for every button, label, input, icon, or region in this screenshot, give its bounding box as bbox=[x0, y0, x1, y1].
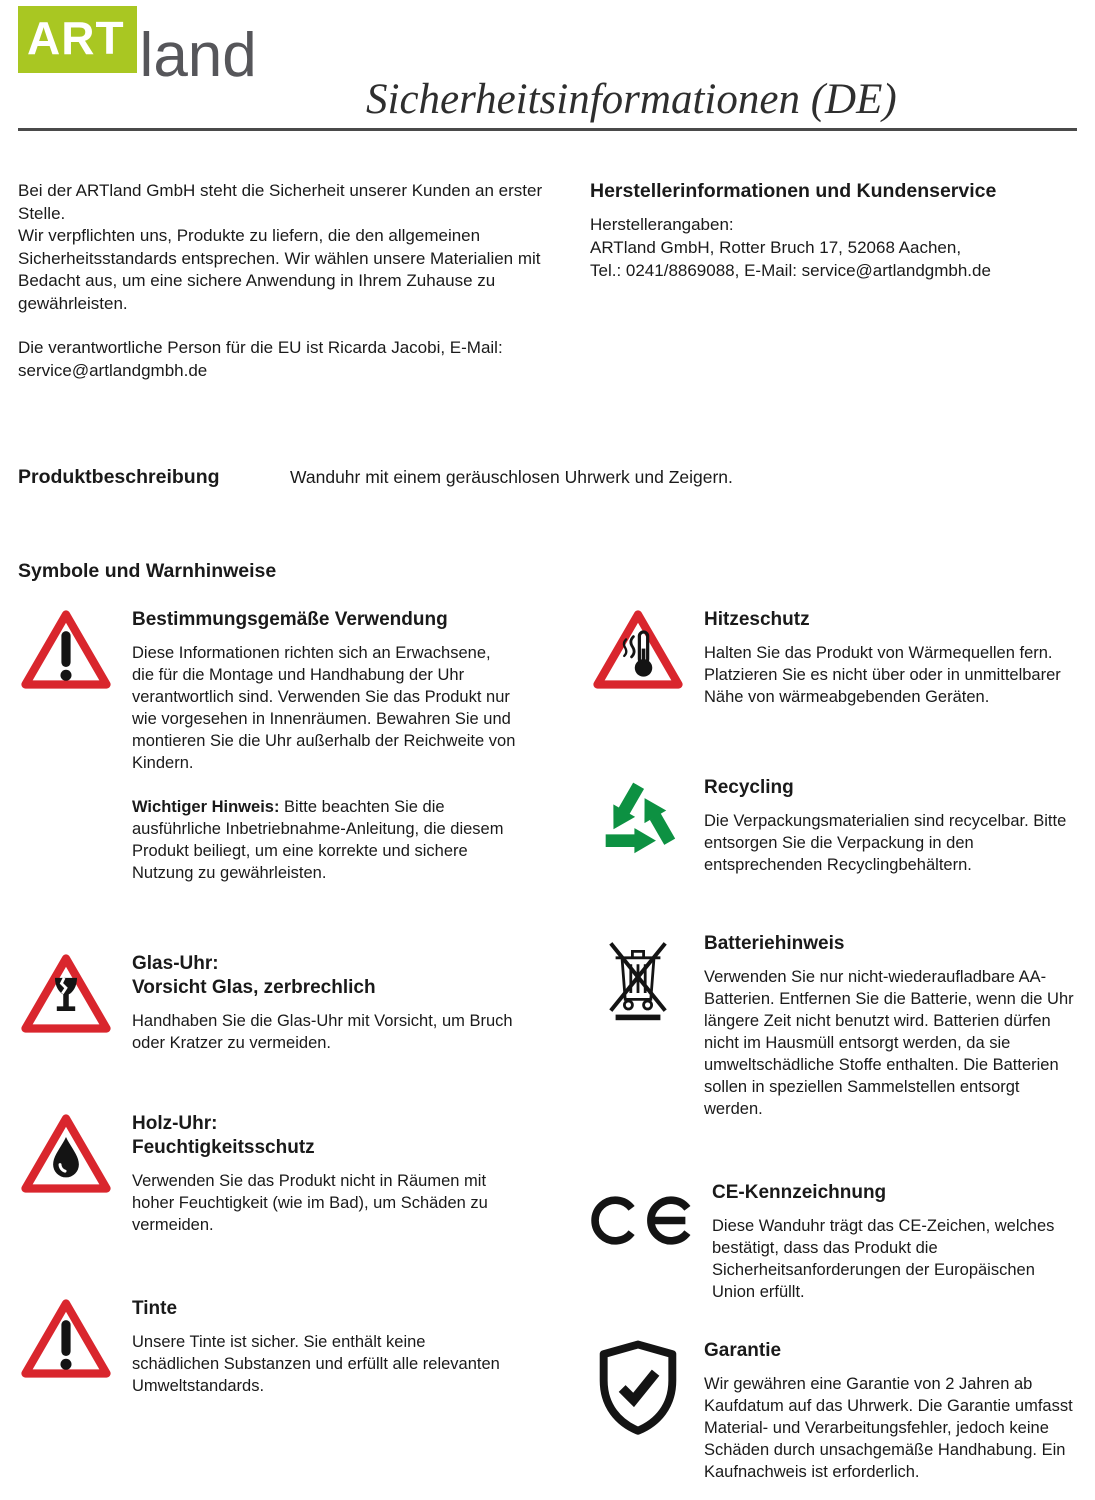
warning-item bbox=[590, 1339, 1077, 1483]
warning-triangle-water-drop-icon bbox=[18, 1112, 114, 1195]
page-header bbox=[18, 0, 1077, 131]
warning-title: Bestimmungsgemäße Verwendung bbox=[132, 609, 448, 630]
warning-text bbox=[704, 932, 1077, 1120]
artland-logo-mark: ART bbox=[18, 6, 137, 73]
warning-item bbox=[590, 608, 1077, 708]
warning-body: Verwenden Sie nur nicht-wiederaufladbare AA-Batterien. Entfernen Sie die Batterie, wenn die Uhr längere Zeit nicht benutzt wird. Batterien dürfen nicht im Hausmüll entsorgt werden, da sie umweltschädliche Stoffe enthalten. Die Batterien sollen in speziellen Sammelstellen entsorgt werden. bbox=[704, 968, 1074, 1118]
warning-body: Diese Wanduhr trägt das CE-Zeichen, welches bestätigt, dass das Produkt die Sicherheitsanforderungen der Europäischen Union erfüllt. bbox=[712, 1217, 1055, 1301]
statement-line: Bei der ARTland GmbH steht die Sicherheit unserer Kunden an erster Stelle. bbox=[18, 181, 543, 223]
warning-item bbox=[18, 952, 566, 1054]
manufacturer-info bbox=[590, 180, 1077, 382]
warning-title-line: Feuchtigkeitsschutz bbox=[132, 1137, 315, 1158]
warning-body: Unsere Tinte ist sicher. Sie enthält keine schädlichen Substanzen und erfüllt alle relevanten Umweltstandards. bbox=[132, 1333, 500, 1395]
warning-item bbox=[590, 776, 1077, 876]
warning-body: Diese Informationen richten sich an Erwachsene, die für die Montage und Handhabung der Uhr verantwortlich sind. Verwenden Sie das Produkt nur wie vorgesehen in Innenräumen. Bewahren Sie und montieren Sie die Uhr außerhalb der Reichweite von Kindern. bbox=[132, 644, 516, 772]
warning-body: Halten Sie das Produkt von Wärmequellen fern. Platzieren Sie es nicht über oder in unmittelbarer Nähe von wärmeabgebenden Geräten. bbox=[704, 644, 1061, 706]
product-description-text: Wanduhr mit einem geräuschlosen Uhrwerk und Zeigern. bbox=[290, 467, 733, 487]
warning-body: Die Verpackungsmaterialien sind recycelbar. Bitte entsorgen Sie die Verpackung in den entsprechenden Recyclingbehältern. bbox=[704, 812, 1067, 874]
warning-item bbox=[18, 1112, 566, 1236]
warnings-section-heading: Symbole und Warnhinweise bbox=[18, 560, 277, 582]
warning-title: Recycling bbox=[704, 777, 794, 798]
warning-title-line: Glas-Uhr: bbox=[132, 953, 219, 974]
warning-item bbox=[18, 608, 566, 884]
warning-text bbox=[132, 1112, 517, 1236]
warnings-column-right bbox=[590, 608, 1077, 1483]
warning-title: CE-Kennzeichnung bbox=[712, 1182, 887, 1203]
warnings-column-left bbox=[18, 608, 566, 1397]
manufacturer-contact: Tel.: 0241/8869088, E-Mail: service@artlandgmbh.de bbox=[590, 261, 991, 280]
warning-text bbox=[132, 608, 517, 884]
manufacturer-line: Herstellerangaben: bbox=[590, 215, 734, 234]
warning-text bbox=[704, 1339, 1077, 1483]
warning-title-line: Vorsicht Glas, zerbrechlich bbox=[132, 977, 376, 998]
company-statement bbox=[18, 180, 566, 382]
warning-triangle-exclamation-icon bbox=[18, 608, 114, 691]
statement-paragraph: Wir verpflichten uns, Produkte zu liefern, die den allgemeinen Sicherheitsstandards entsprechen. Wir wählen unsere Materialien mit Bedacht aus, um eine sichere Anwendung in Ihrem Zuhause zu gewährleisten. bbox=[18, 226, 541, 313]
warning-text bbox=[132, 1297, 517, 1397]
warning-title: Garantie bbox=[704, 1340, 782, 1361]
warning-title: Tinte bbox=[132, 1298, 178, 1319]
warning-note-label: Wichtiger Hinweis: bbox=[132, 798, 280, 816]
warning-body: Handhaben Sie die Glas-Uhr mit Vorsicht, um Bruch oder Kratzer zu vermeiden. bbox=[132, 1012, 513, 1052]
artland-logo bbox=[18, 6, 257, 90]
page-title: Sicherheitsinformationen (DE) bbox=[366, 76, 897, 123]
recycling-icon bbox=[590, 776, 686, 864]
warning-text bbox=[704, 776, 1077, 876]
artland-logo-text: land bbox=[139, 21, 257, 90]
warning-item bbox=[590, 932, 1077, 1120]
warning-text bbox=[712, 1181, 1077, 1303]
manufacturer-address: ARTland GmbH, Rotter Bruch 17, 52068 Aachen, bbox=[590, 238, 962, 257]
warning-body: Wir gewähren eine Garantie von 2 Jahren ab Kaufdatum auf das Uhrwerk. Die Garantie umfasst Material- und Verarbeitungsfehler, jedoch keine Schäden durch unsachgemäße Handhabung. Ein Kaufnachweis ist erforderlich. bbox=[704, 1375, 1073, 1481]
warning-triangle-exclamation-icon bbox=[18, 1297, 114, 1380]
warning-note-text: Bitte beachten Sie die ausführliche Inbetriebnahme-Anleitung, die diesem Produkt beiliegt, um eine korrekte und sichere Nutzung zu gewährleisten. bbox=[132, 798, 504, 882]
product-description-section bbox=[18, 466, 1077, 489]
manufacturer-heading: Herstellerinformationen und Kundenservice bbox=[590, 180, 997, 202]
warning-item bbox=[590, 1181, 1077, 1303]
responsible-person-text: Die verantwortliche Person für die EU ist Ricarda Jacobi, E-Mail: service@artlandgmbh.de bbox=[18, 338, 503, 380]
ce-mark-icon bbox=[590, 1181, 694, 1246]
shield-check-icon bbox=[590, 1339, 686, 1438]
product-description-label: Produktbeschreibung bbox=[18, 466, 220, 488]
warning-note bbox=[132, 796, 517, 884]
warning-title-line: Holz-Uhr: bbox=[132, 1113, 218, 1134]
warning-triangle-broken-glass-icon bbox=[18, 952, 114, 1035]
warning-title: Hitzeschutz bbox=[704, 609, 810, 630]
crossed-out-wheeled-bin-icon bbox=[590, 932, 686, 1022]
warning-body: Verwenden Sie das Produkt nicht in Räumen mit hoher Feuchtigkeit (wie im Bad), um Schäden zu vermeiden. bbox=[132, 1172, 488, 1234]
warning-title bbox=[132, 952, 517, 1000]
warning-title bbox=[132, 1112, 517, 1160]
warning-text bbox=[132, 952, 517, 1054]
warning-text bbox=[704, 608, 1077, 708]
warning-item bbox=[18, 1297, 566, 1397]
warning-triangle-thermometer-icon bbox=[590, 608, 686, 691]
warnings-grid bbox=[18, 608, 1077, 1483]
warning-title: Batteriehinweis bbox=[704, 933, 845, 954]
intro-section bbox=[18, 180, 1077, 382]
